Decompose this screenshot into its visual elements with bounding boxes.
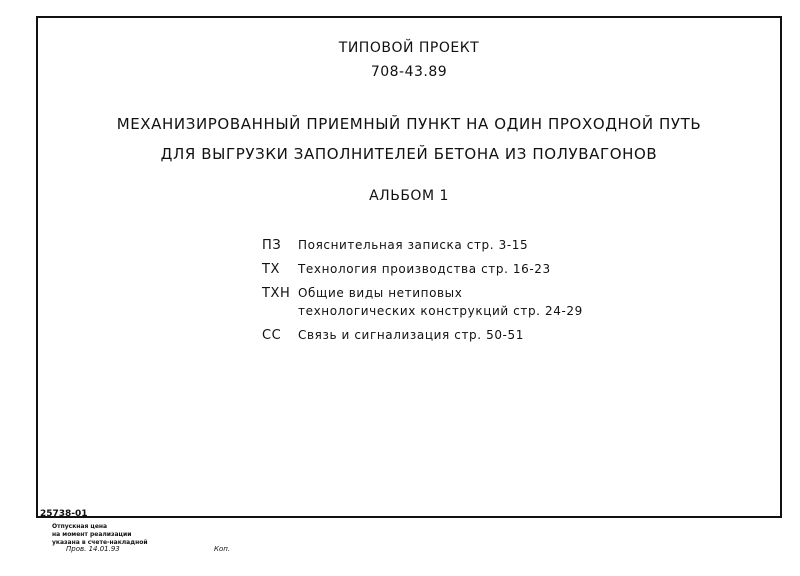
contents-item-text-continued: технологических конструкций стр. 24-29	[298, 304, 583, 318]
contents-item-text: Технология производства стр. 16-23	[298, 262, 551, 276]
price-note-line: указана в счете-накладной	[52, 539, 148, 546]
project-title-line2: ДЛЯ ВЫГРУЗКИ ЗАПОЛНИТЕЛЕЙ БЕТОНА ИЗ ПОЛУВАГОНОВ	[160, 145, 658, 163]
project-title-line1: МЕХАНИЗИРОВАННЫЙ ПРИЕМНЫЙ ПУНКТ НА ОДИН ПРОХОДНОЙ ПУТЬ	[116, 115, 702, 133]
contents-item-code: ТХН	[262, 286, 291, 301]
checked-signature: Пров. 14.01.93	[66, 545, 120, 553]
album-title: АЛЬБОМ 1	[369, 188, 449, 204]
price-note	[52, 523, 148, 547]
contents-item-text: Общие виды нетиповых	[298, 286, 463, 300]
document-number: 25738-01	[40, 509, 88, 519]
price-note-line: Отпускная цена	[52, 523, 108, 530]
project-series: ТИПОВОЙ ПРОЕКТ	[338, 40, 480, 56]
contents-item-code: ПЗ	[262, 238, 282, 253]
contents-item-code: СС	[262, 328, 282, 343]
price-note-line: на момент реализации	[52, 531, 132, 538]
contents-item-text: Пояснительная записка стр. 3-15	[298, 238, 529, 252]
contents-item-text: Связь и сигнализация стр. 50-51	[298, 328, 524, 342]
contents-item-code: ТХ	[262, 262, 281, 277]
project-code: 708-43.89	[370, 64, 448, 80]
copied-signature: Коп.	[214, 545, 231, 553]
